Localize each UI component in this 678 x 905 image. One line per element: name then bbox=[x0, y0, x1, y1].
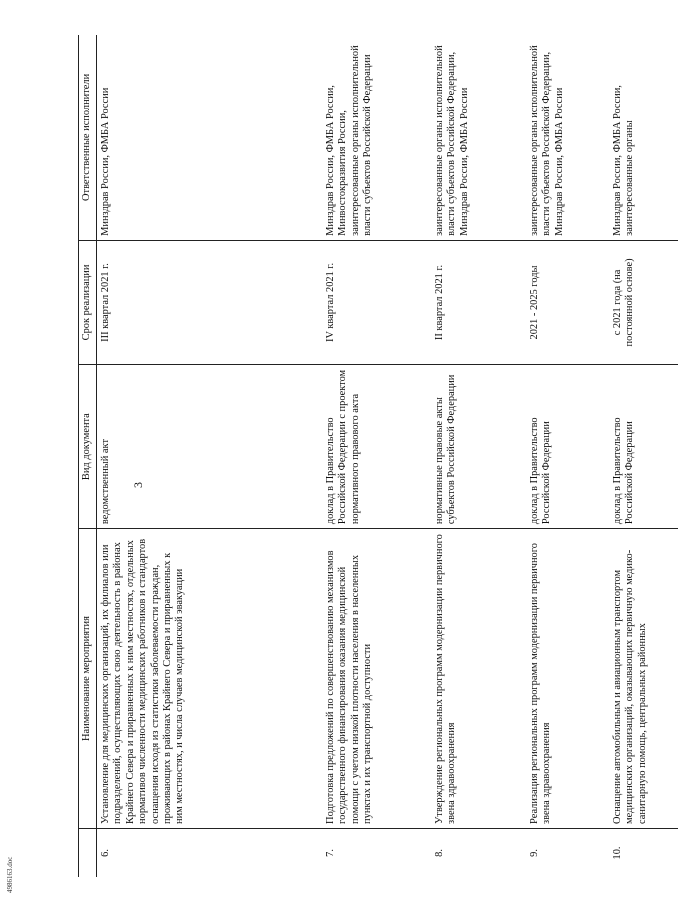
document-type: нормативные правовые акты субъектов Российской Федерации bbox=[431, 365, 526, 529]
row-number: 6. bbox=[100, 849, 111, 857]
header-responsible: Ответственные исполнители bbox=[79, 35, 97, 240]
document-type: доклад в Правительство Российской Федерации bbox=[609, 365, 678, 529]
term: III квартал 2021 г. bbox=[97, 240, 323, 364]
document-type: доклад в Правительство Российской Федерации bbox=[526, 365, 609, 529]
responsible: заинтересованные органы исполнительной власти субъектов Российской Федерации, Минздрав России, ФМБА России bbox=[526, 35, 609, 240]
term: с 2021 года (на постоянной основе) bbox=[609, 240, 678, 364]
responsible: заинтересованные органы исполнительной власти субъектов Российской Федерации, Минздрав России, ФМБА России bbox=[431, 35, 526, 240]
table-row bbox=[431, 35, 526, 877]
table-row bbox=[97, 35, 323, 877]
row-number: 10. bbox=[612, 846, 623, 860]
row-number: 9. bbox=[529, 849, 540, 857]
responsible: Минздрав России, ФМБА России, Минвостокразвития России, заинтересованные органы исполнительной власти субъектов Российской Федерации bbox=[322, 35, 431, 240]
page-number: 3 bbox=[131, 482, 145, 488]
table-row bbox=[322, 35, 431, 877]
document-footer: 4986163.doc bbox=[6, 856, 14, 893]
row-number: 8. bbox=[434, 849, 445, 857]
measure-name: Утверждение региональных программ модернизации первичного звена здравоохранения bbox=[431, 529, 526, 829]
row-number: 7. bbox=[325, 849, 336, 857]
header-term: Срок реализации bbox=[79, 240, 97, 364]
table-row bbox=[609, 35, 678, 877]
table-header-row bbox=[79, 35, 97, 877]
measure-name: Подготовка предложений по совершенствованию механизмов государственного финансирования оказания медицинской помощи с учетом низкой плотности населения в населенных пунктах и их транспортной доступности bbox=[322, 529, 431, 829]
term: II квартал 2021 г. bbox=[431, 240, 526, 364]
document-type: ведомственный акт bbox=[97, 365, 323, 529]
measure-name: Установление для медицинских организаций, их филиалов или подразделений, осуществляющих свою деятельность в районах Крайнего Севера и приравненных к ним местностях, отдельных нормативов численности медицинских работников и стандартов оснащения исходя из статистики заболеваемости граждан, проживающих в районах Крайнего Севера и приравненных к ним местностях, и числа случаев медицинской эвакуации bbox=[97, 529, 323, 829]
responsible: Минздрав России, ФМБА России bbox=[97, 35, 323, 240]
responsible: Минздрав России, ФМБА России, заинтересованные органы bbox=[609, 35, 678, 240]
header-measure-name: Наименование мероприятия bbox=[79, 529, 97, 829]
measure-name: Реализация региональных программ модернизации первичного звена здравоохранения bbox=[526, 529, 609, 829]
term: 2021 - 2025 годы bbox=[526, 240, 609, 364]
measures-table bbox=[78, 35, 678, 877]
measure-name: Оснащение автомобильным и авиационным транспортом медицинских организаций, оказывающих первичную медико-санитарную помощь, центральных районных bbox=[609, 529, 678, 829]
table-row bbox=[526, 35, 609, 877]
header-document-type: Вид документа bbox=[79, 365, 97, 529]
term: IV квартал 2021 г. bbox=[322, 240, 431, 364]
measures-table-rotated bbox=[78, 35, 648, 877]
document-type: доклад в Правительство Российской Федерации с проектом нормативного правового акта bbox=[322, 365, 431, 529]
header-number bbox=[79, 828, 97, 877]
